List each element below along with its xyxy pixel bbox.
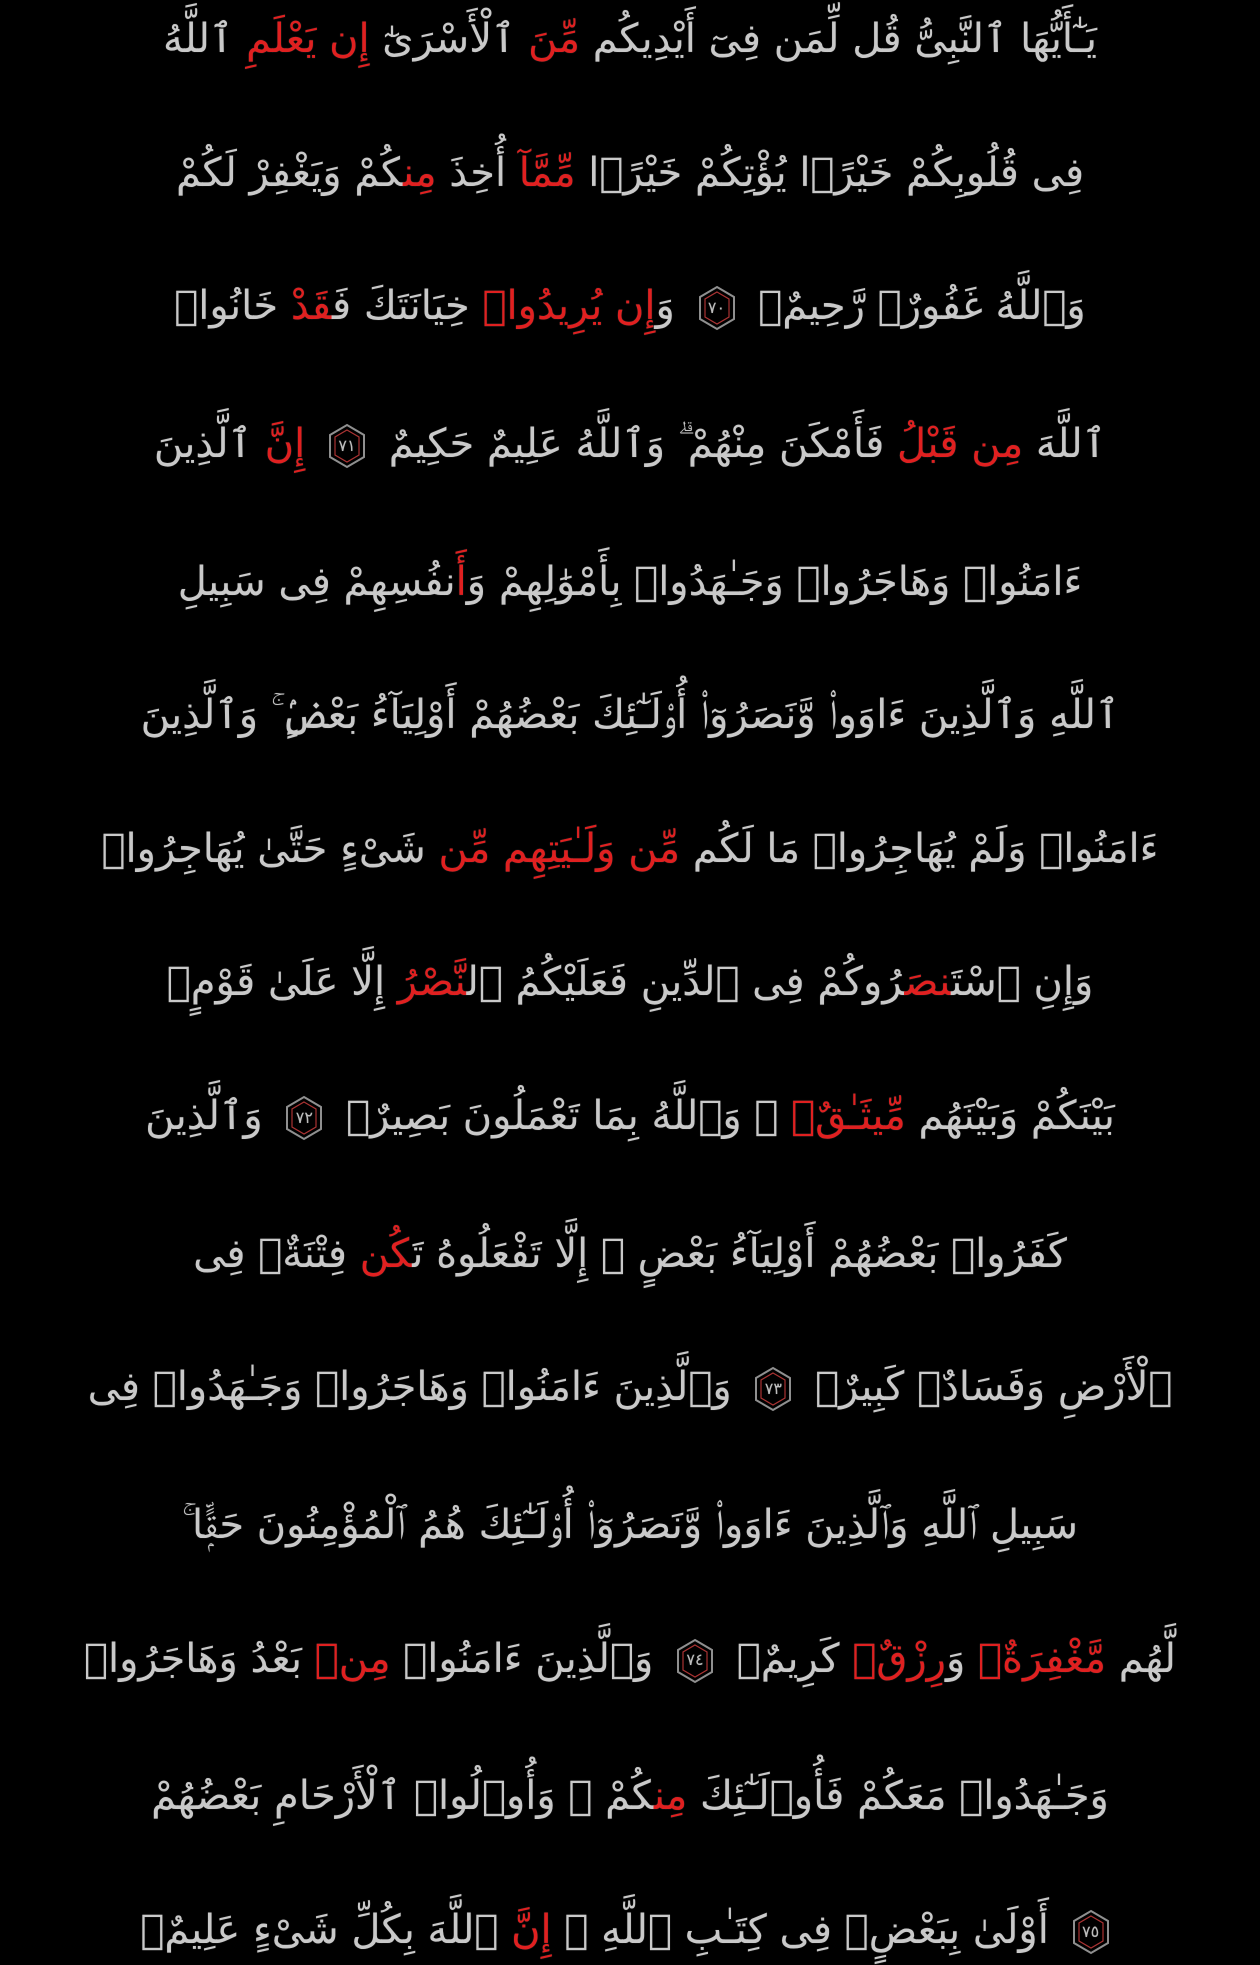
highlighted-word: مِّن: [438, 825, 491, 872]
highlighted-word: مِن: [653, 1773, 688, 1820]
quran-text: نفُسِهِمْ فِى سَبِيلِ: [177, 558, 456, 605]
quran-line: [26, 959, 1234, 1006]
quran-text: كَفَرُوا۟ بَعْضُهُمْ أَوْلِيَآءُ بَعْضٍ ۚ إِلَّا تَفْعَلُوهُ تَ: [412, 1230, 1067, 1277]
quran-text: [959, 421, 972, 467]
ayah-marker: [1068, 1909, 1114, 1955]
quran-text: [615, 826, 628, 872]
quran-text: فَأَمْكَنَ مِنْهُمْ ۗ وَٱللَّهُ عَلِيمٌ حَكِيمٌ: [375, 420, 898, 467]
ayah-number: ٧٠: [707, 297, 726, 317]
quran-text: خِيَانَتَكَ فَ: [332, 283, 483, 330]
highlighted-word: إِنَّ: [511, 1906, 552, 1953]
highlighted-word: إِنَّ: [264, 420, 306, 467]
highlighted-word: وَلَـٰيَتِهِم: [503, 825, 616, 872]
quran-text: إِلَّا عَلَىٰ قَوْمٍۭ: [166, 959, 398, 1006]
highlighted-word: مِن: [971, 420, 1024, 467]
quran-text: كُمْ ۚ وَأُو۟لُوا۟ ٱلْأَرْحَامِ بَعْضُهُمْ: [151, 1773, 654, 1820]
quran-text: فِتْنَةٌۭ فِى: [193, 1230, 360, 1277]
quran-text: وَٱلَّذِينَ: [145, 1093, 276, 1140]
quran-text: وَٱللَّهُ غَفُورٌۭ رَّحِيمٌۭ: [745, 283, 1086, 330]
highlighted-word: مِّن: [628, 825, 681, 872]
quran-line: [26, 1095, 1234, 1141]
quran-text: ٱللَّهَ: [1023, 420, 1107, 467]
quran-text: وَٱلَّذِينَ ءَامَنُوا۟: [390, 1635, 667, 1682]
quran-text: وَٱلَّذِينَ ءَامَنُوا۟ وَهَاجَرُوا۟ وَجَـٰهَدُوا۟ فِى: [87, 1364, 745, 1411]
ayah-marker: [750, 1366, 796, 1412]
highlighted-word: مِن: [403, 149, 437, 196]
highlighted-word: أَ: [455, 558, 467, 605]
highlighted-word: نَّصْرُ: [397, 959, 467, 1006]
quran-text: كَرِيمٌۭ: [724, 1635, 853, 1682]
quran-line: [26, 1773, 1234, 1820]
quran-text: فِى قُلُوبِكُمْ خَيْرًۭا يُؤْتِكُمْ خَيْرًۭا: [575, 149, 1085, 196]
quran-line: [26, 1230, 1234, 1277]
quran-text: ۗ وَٱللَّهُ بِمَا تَعْمَلُونَ بَصِيرٌۭ: [333, 1093, 792, 1140]
highlighted-word: رِزْقٌۭ: [852, 1635, 946, 1682]
ayah-number: ٧٥: [1081, 1921, 1100, 1941]
highlighted-word: مَّغْفِرَةٌۭ: [978, 1635, 1107, 1682]
ayah-lines: [26, 18, 1234, 1955]
quran-text: وَإِنِ ٱسْتَ: [951, 959, 1094, 1006]
ayah-marker: [324, 423, 370, 469]
highlighted-word: قَدْ: [290, 283, 333, 330]
quran-line: [26, 558, 1234, 605]
quran-text: رُوكُمْ فِى ٱلدِّينِ فَعَلَيْكُمُ ٱل: [466, 959, 905, 1006]
highlighted-word: مِّمَّآ: [518, 149, 576, 196]
quran-text: ٱلْأَسْرَىٰٓ: [369, 16, 529, 62]
quran-text: وَ: [655, 283, 688, 330]
quran-text: [305, 421, 318, 467]
quran-line: [26, 825, 1234, 872]
highlighted-word: يُرِيدُوا۟: [482, 283, 603, 330]
quran-line: [26, 1906, 1234, 1955]
highlighted-word: مِّنَ: [528, 16, 581, 62]
quran-text: ءَامَنُوا۟ وَهَاجَرُوا۟ وَجَـٰهَدُوا۟ بِأَمْوَٰلِهِمْ وَ: [466, 558, 1083, 605]
quran-line: [26, 1366, 1234, 1412]
quran-text: ٱللَّهَ بِكُلِّ شَىْءٍ عَلِيمٌۢ: [140, 1906, 512, 1953]
quran-line: [26, 1502, 1234, 1549]
quran-text: ٱللَّهِ وَٱلَّذِينَ ءَاوَوا۟ وَّنَصَرُوٓا۟ أُو۟لَـٰٓئِكَ بَعْضُهُمْ أَوْلِيَآءُ بَعْضٍۢ ۚ وَٱلَّذِينَ: [140, 692, 1120, 739]
highlighted-word: نصَ: [904, 959, 952, 1006]
quran-text: سَبِيلِ ٱللَّهِ وَٱلَّذِينَ ءَاوَوا۟ وَّنَصَرُوٓا۟ أُو۟لَـٰٓئِكَ هُمُ ٱلْمُؤْمِنُونَ حَقًّۭا ۚ: [182, 1502, 1078, 1549]
ayah-number: ٧٤: [686, 1650, 704, 1670]
quran-text: أُخِذَ: [436, 149, 519, 196]
quran-text: ٱلَّذِينَ: [153, 420, 265, 467]
ayah-number: ٧٢: [295, 1107, 313, 1127]
highlighted-word: مِنۢ: [314, 1635, 391, 1682]
ayah-marker: [672, 1638, 718, 1684]
quran-text: شَىْءٍ حَتَّىٰ يُهَاجِرُوا۟: [101, 825, 439, 872]
quran-line: [26, 18, 1234, 60]
quran-line: [26, 420, 1234, 469]
quran-text: بَعْدُ وَهَاجَرُوا۟: [84, 1635, 315, 1682]
highlighted-word: كُن: [359, 1230, 413, 1277]
quran-line: [26, 1635, 1234, 1684]
highlighted-word: قَبْلُ: [897, 420, 959, 467]
highlighted-word: إِن: [614, 283, 656, 330]
quran-text: وَ: [946, 1635, 979, 1682]
quran-text: وَجَـٰهَدُوا۟ مَعَكُمْ فَأُو۟لَـٰٓئِكَ: [687, 1773, 1109, 1820]
highlighted-word: إِن: [329, 16, 370, 62]
quran-text: يَـٰٓأَيُّهَا ٱلنَّبِىُّ قُل لِّمَن فِىٓ أَيْدِيكُم: [580, 16, 1097, 62]
quran-text: ءَامَنُوا۟ وَلَمْ يُهَاجِرُوا۟ مَا لَكُم: [680, 825, 1159, 872]
quran-text: بَيْنَكُمْ وَبَيْنَهُم: [905, 1093, 1115, 1140]
quran-text: لَّهُم: [1106, 1635, 1176, 1682]
quran-text: [316, 16, 329, 62]
quran-text: ٱلْأَرْضِ وَفَسَادٌۭ كَبِيرٌۭ: [802, 1364, 1173, 1411]
quran-text: كُمْ وَيَغْفِرْ لَكُمْ: [175, 149, 404, 196]
quran-line: [26, 692, 1234, 739]
quran-line: [26, 149, 1234, 196]
ayah-number: ٧١: [338, 435, 356, 455]
quran-text: أَوْلَىٰ بِبَعْضٍۢ فِى كِتَـٰبِ ٱللَّهِ ۗ: [551, 1906, 1062, 1953]
ayah-number: ٧٣: [764, 1379, 782, 1398]
quran-text: ٱللَّهُ: [163, 16, 247, 62]
ayah-marker: [694, 285, 740, 331]
quran-text: خَانُوا۟: [174, 283, 291, 330]
quran-text: [602, 283, 615, 329]
ayah-marker: [281, 1095, 327, 1141]
quran-line: [26, 285, 1234, 331]
highlighted-word: يَعْلَمِ: [246, 16, 317, 62]
quran-text: [490, 826, 503, 872]
highlighted-word: مِّيثَـٰقٌۭ: [791, 1093, 906, 1140]
